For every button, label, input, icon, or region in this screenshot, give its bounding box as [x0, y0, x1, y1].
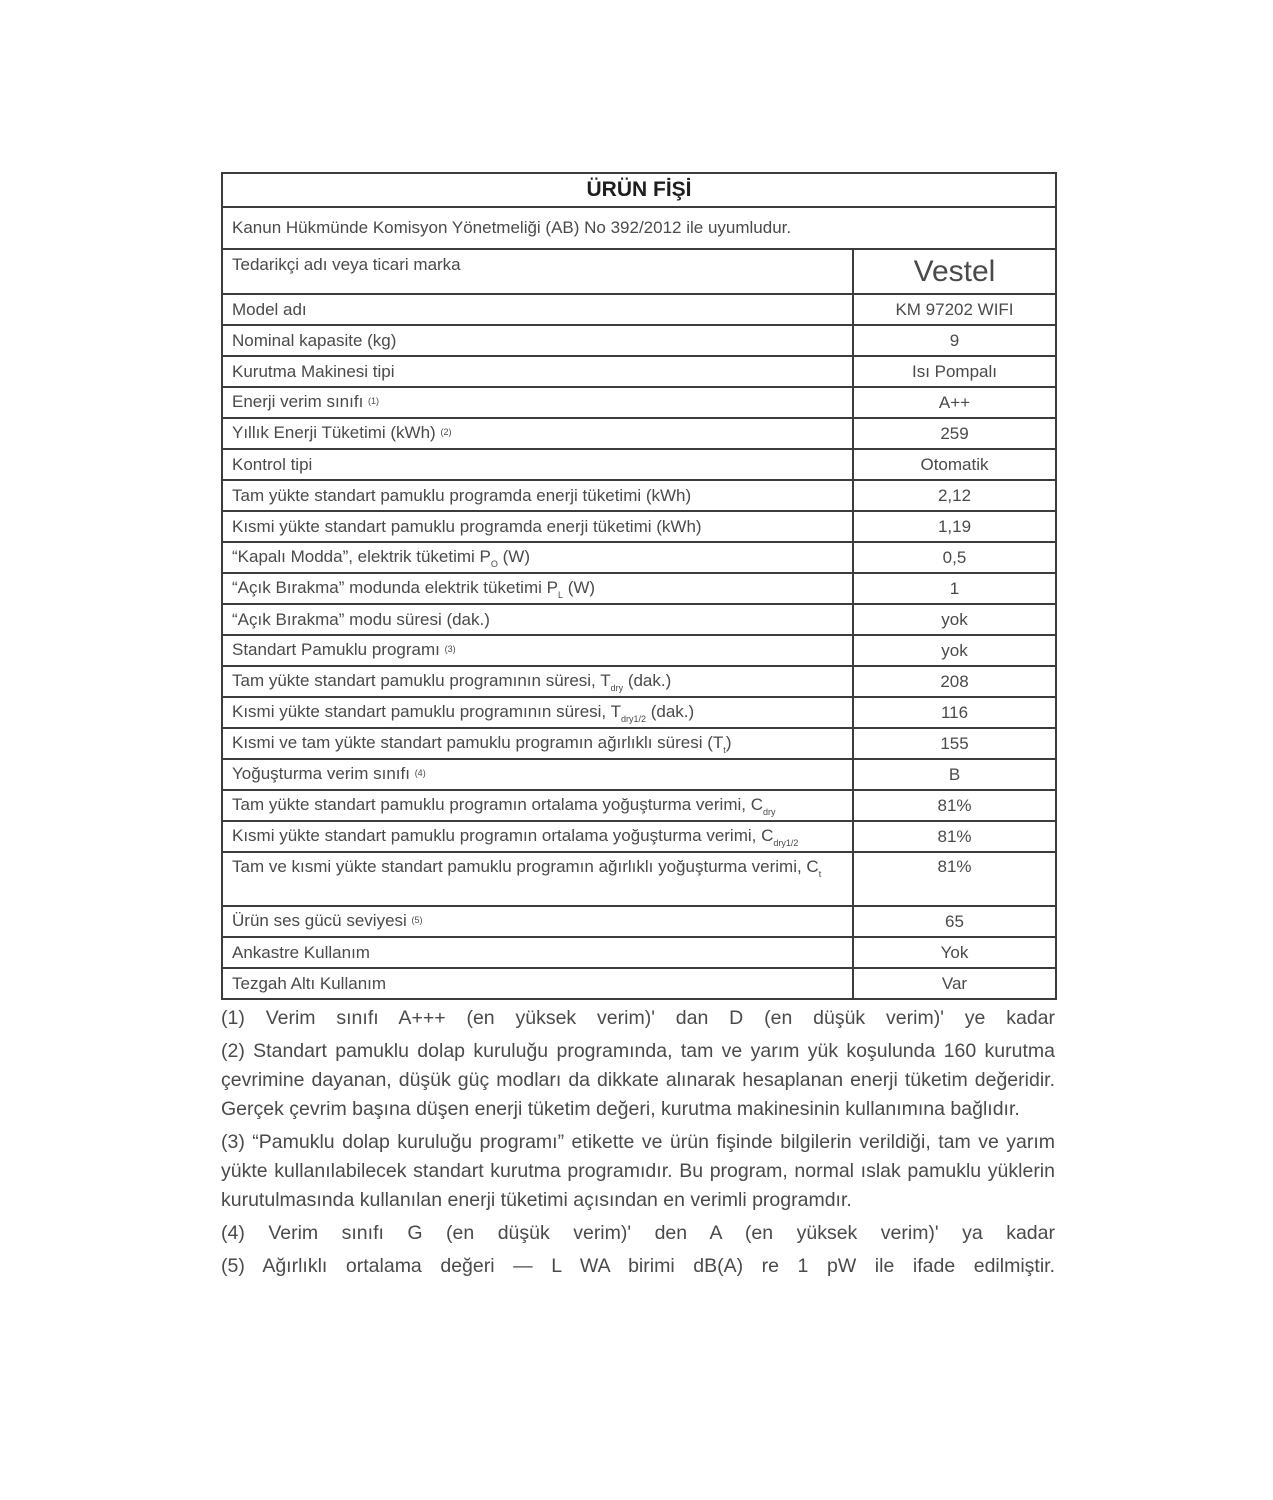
footnote-3: (3) “Pamuklu dolap kuruluğu programı” etikette ve ürün fişinde bilgilerin verildiği, tam ve yarım yükte kullanılabilecek standart kurutma programıdır. Bu program, normal ıslak pamuklu yüklerin kurutulmasında kullanılan enerji tüketimi açısından en verimli programdır. — [221, 1131, 1055, 1211]
spec-label: Kısmi yükte standart pamuklu programda enerji tüketimi (kWh) — [222, 511, 853, 542]
footnote-ref: (4) — [414, 767, 426, 778]
spec-label: Kısmi yükte standart pamuklu programının süresi, $T_{dry1/2}$ (dak.) — [222, 697, 853, 728]
spec-label: Tam ve kısmi yükte standart pamuklu programın ağırlıklı yoğuşturma verimi, $C_t$ — [222, 852, 853, 906]
supplier-value: Vestel — [853, 249, 1056, 294]
spec-value: 65 — [853, 906, 1056, 937]
supplier-row — [222, 249, 1056, 294]
footnotes — [221, 1004, 1055, 1281]
spec-value: 81% — [853, 821, 1056, 852]
spec-row — [222, 542, 1056, 573]
spec-value: KM 97202 WIFI — [853, 294, 1056, 325]
footnote-ref: (5) — [411, 914, 423, 925]
spec-subscript: dry — [610, 682, 624, 693]
spec-row — [222, 728, 1056, 759]
spec-subscript: dry — [762, 806, 776, 817]
spec-row — [222, 573, 1056, 604]
spec-label: “Açık Bırakma” modu süresi (dak.) — [222, 604, 853, 635]
spec-value: 208 — [853, 666, 1056, 697]
spec-value: 0,5 — [853, 542, 1056, 573]
spec-label: Yoğuşturma verim sınıfı $^{(4)}$ — [222, 759, 853, 790]
spec-row — [222, 635, 1056, 666]
spec-label: Ürün ses gücü seviyesi $^{(5)}$ — [222, 906, 853, 937]
footnote-5: (5) Ağırlıklı ortalama değeri — L WA birimi dB(A) re 1 pW ile ifade edilmiştir. — [221, 1255, 1055, 1277]
spec-label: Tezgah Altı Kullanım — [222, 968, 853, 999]
spec-row — [222, 937, 1056, 968]
spec-label: Kontrol tipi — [222, 449, 853, 480]
spec-row — [222, 480, 1056, 511]
spec-value: 155 — [853, 728, 1056, 759]
spec-value: Otomatik — [853, 449, 1056, 480]
spec-subscript: L — [557, 589, 563, 600]
spec-value: 1,19 — [853, 511, 1056, 542]
spec-row — [222, 387, 1056, 418]
spec-subscript: t — [723, 744, 726, 755]
footnote-2: (2) Standart pamuklu dolap kuruluğu programında, tam ve yarım yük koşulunda 160 kurutma çevrimine dayanan, düşük güç modları da dikkate alınarak hesaplanan enerji tüketim değeridir. Gerçek çevrim başına düşen enerji tüketim değeri, kurutma makinesinin kullanımına bağlıdır. — [221, 1040, 1055, 1120]
spec-subscript: t — [818, 869, 822, 879]
spec-row — [222, 821, 1056, 852]
spec-value: 81% — [853, 790, 1056, 821]
spec-value: A++ — [853, 387, 1056, 418]
spec-value: 116 — [853, 697, 1056, 728]
spec-row — [222, 906, 1056, 937]
footnote-ref: (1) — [368, 395, 380, 406]
spec-label: Ankastre Kullanım — [222, 937, 853, 968]
spec-label: Standart Pamuklu programı $^{(3)}$ — [222, 635, 853, 666]
spec-row — [222, 418, 1056, 449]
fiche-table — [221, 172, 1057, 1000]
spec-value: Yok — [853, 937, 1056, 968]
spec-row — [222, 511, 1056, 542]
spec-value: 1 — [853, 573, 1056, 604]
spec-label: Tam yükte standart pamuklu programının süresi, $T_{dry}$ (dak.) — [222, 666, 853, 697]
spec-row — [222, 294, 1056, 325]
spec-row — [222, 790, 1056, 821]
spec-value: 81% — [853, 852, 1056, 906]
spec-label: Yıllık Enerji Tüketimi (kWh) $^{(2)}$ — [222, 418, 853, 449]
spec-label: Nominal kapasite (kg) — [222, 325, 853, 356]
spec-row — [222, 325, 1056, 356]
regulation-text: Kanun Hükmünde Komisyon Yönetmeliği (AB) No 392/2012 ile uyumludur. — [222, 207, 1056, 249]
spec-label: Tam yükte standart pamuklu programın ortalama yoğuşturma verimi, $C_{dry}$ — [222, 790, 853, 821]
spec-row — [222, 604, 1056, 635]
spec-label: Enerji verim sınıfı $^{(1)}$ — [222, 387, 853, 418]
product-fiche — [221, 172, 1055, 1281]
spec-value: yok — [853, 635, 1056, 666]
spec-value: Isı Pompalı — [853, 356, 1056, 387]
regulation-row — [222, 207, 1056, 249]
spec-value: 9 — [853, 325, 1056, 356]
spec-label: Kısmi ve tam yükte standart pamuklu programın ağırlıklı süresi $(T_t)$ — [222, 728, 853, 759]
spec-value: 259 — [853, 418, 1056, 449]
spec-subscript: dry1/2 — [620, 713, 646, 724]
footnote-1: (1) Verim sınıfı A+++ (en yüksek verim)' dan D (en düşük verim)' ye kadar — [221, 1007, 1055, 1029]
fiche-title: ÜRÜN FİŞİ — [222, 173, 1056, 207]
spec-label: “Açık Bırakma” modunda elektrik tüketimi $P_L$ (W) — [222, 573, 853, 604]
spec-row — [222, 852, 1056, 906]
spec-subscript: O — [490, 558, 498, 569]
spec-row — [222, 968, 1056, 999]
spec-row — [222, 449, 1056, 480]
spec-label: Model adı — [222, 294, 853, 325]
spec-label: Tam yükte standart pamuklu programda enerji tüketimi (kWh) — [222, 480, 853, 511]
spec-label: Kurutma Makinesi tipi — [222, 356, 853, 387]
fiche-title-row — [222, 173, 1056, 207]
spec-label: Kısmi yükte standart pamuklu programın ortalama yoğuşturma verimi, $C_{dry1/2}$ — [222, 821, 853, 852]
spec-value: yok — [853, 604, 1056, 635]
spec-label: “Kapalı Modda”, elektrik tüketimi $P_O$ (W) — [222, 542, 853, 573]
spec-row — [222, 666, 1056, 697]
spec-value: Var — [853, 968, 1056, 999]
spec-subscript: dry1/2 — [773, 837, 799, 848]
spec-value: 2,12 — [853, 480, 1056, 511]
footnote-ref: (2) — [440, 426, 452, 437]
spec-row — [222, 759, 1056, 790]
spec-value: B — [853, 759, 1056, 790]
supplier-label: Tedarikçi adı veya ticari marka — [222, 249, 853, 294]
spec-row — [222, 697, 1056, 728]
spec-row — [222, 356, 1056, 387]
footnote-ref: (3) — [444, 643, 456, 654]
footnote-4: (4) Verim sınıfı G (en düşük verim)' den A (en yüksek verim)' ya kadar — [221, 1222, 1055, 1244]
